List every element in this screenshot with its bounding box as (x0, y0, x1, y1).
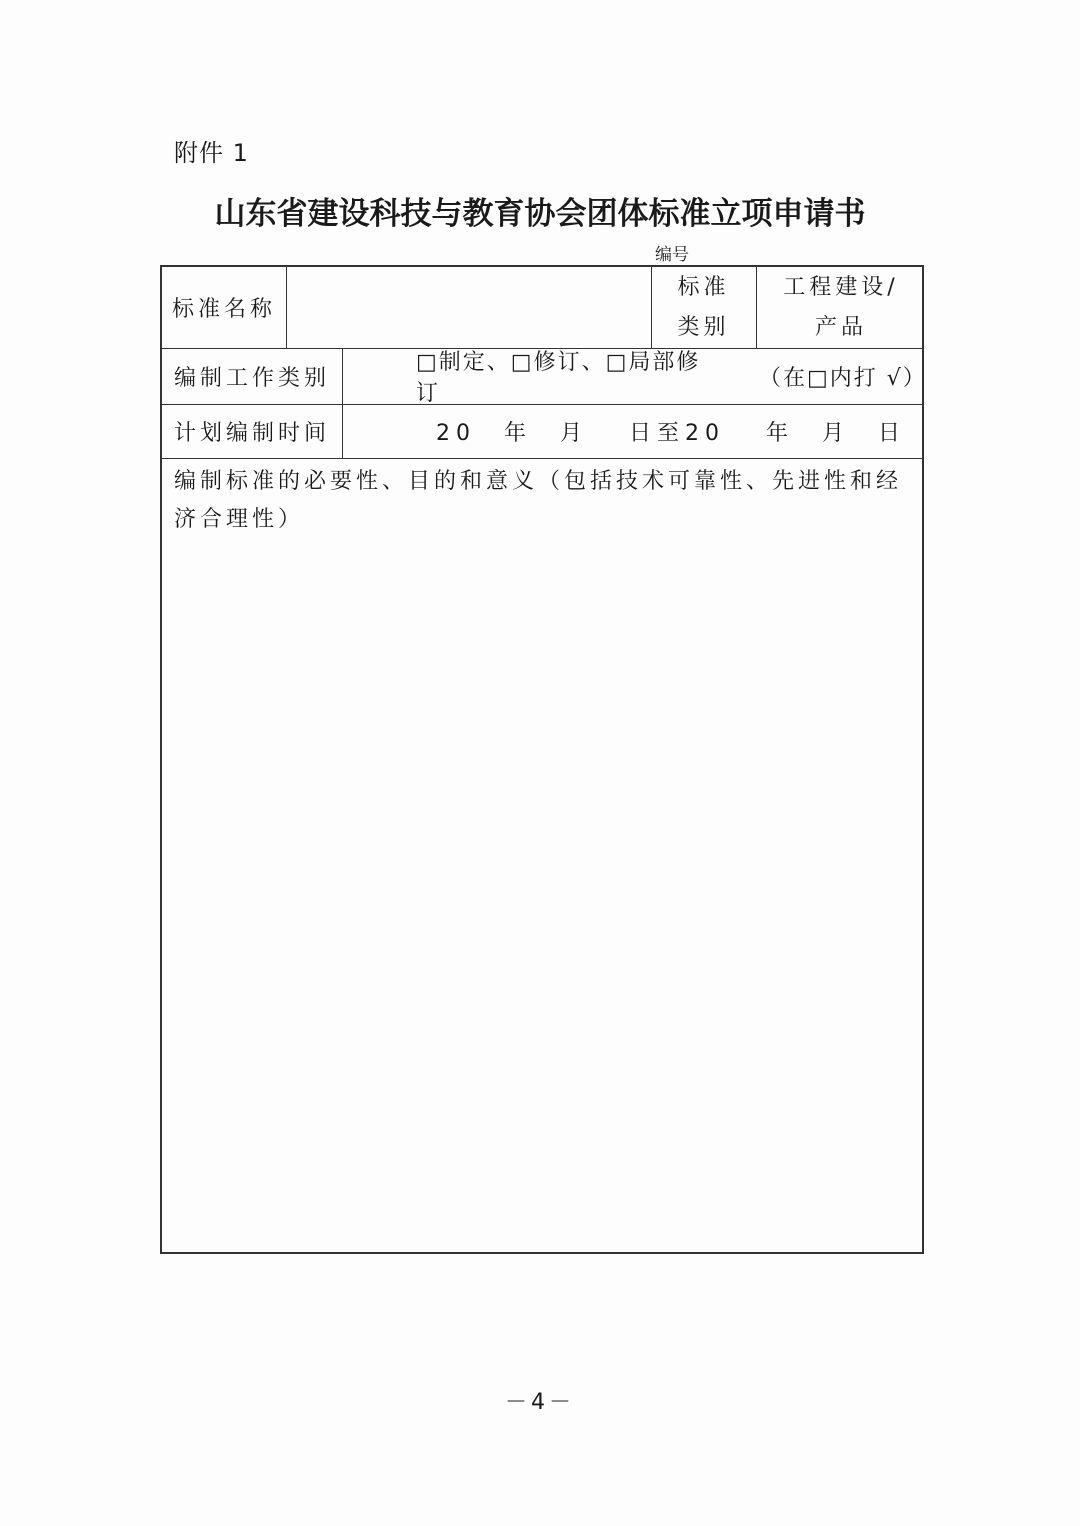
necessity-label: 编制标准的必要性、目的和意义（包括技术可靠性、先进性和经济合理性） (174, 469, 903, 532)
serial-number-label: 编号 (655, 245, 689, 265)
category-value-line2: 产品 (814, 314, 867, 340)
work-type-label: 编制工作类别 (173, 365, 330, 391)
category-value-line1: 工程建设/ (783, 274, 899, 300)
necessity-content-area[interactable] (162, 547, 926, 1252)
planned-time-label: 计划编制时间 (173, 420, 330, 446)
standard-name-label: 标准名称 (171, 297, 276, 322)
form-title: 山东省建设科技与教育协会团体标准立项申请书 (214, 196, 866, 232)
row-divider (162, 458, 922, 459)
page-number: －4－ (505, 1390, 575, 1415)
standard-name-field[interactable] (286, 267, 651, 348)
category-label-line2: 类别 (677, 314, 730, 340)
planned-time-field[interactable]: 20 年 月 日至20 年 月 日 (436, 420, 906, 446)
work-type-note: （在□内打 √） (758, 365, 927, 391)
application-form-table (160, 265, 927, 1254)
work-type-options[interactable]: □制定、□修订、□局部修订 (416, 350, 701, 406)
standard-category-label (651, 267, 756, 348)
attachment-label: 附件 1 (174, 139, 249, 167)
category-label-line1: 标准 (677, 274, 730, 300)
standard-category-value (756, 267, 926, 348)
work-type-field[interactable] (342, 348, 926, 404)
